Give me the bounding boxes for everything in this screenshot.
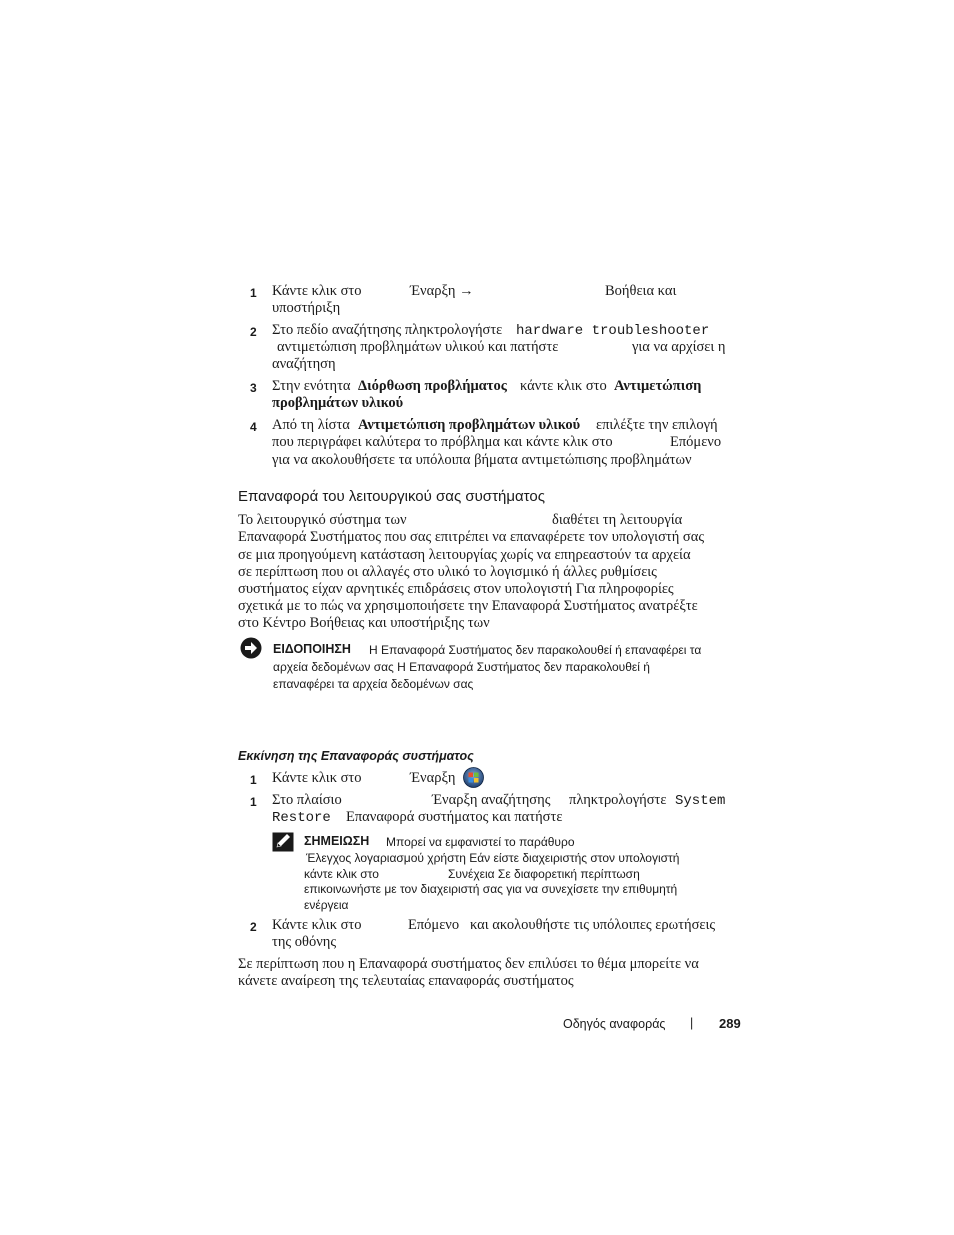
step-text: της οθόνης bbox=[272, 934, 337, 950]
note-text: Συνέχεια Σε διαφορετική περίπτωση bbox=[448, 867, 640, 881]
step-text: Έναρξη bbox=[410, 770, 456, 786]
subheading: Εκκίνηση της Επαναφοράς συστήματος bbox=[238, 749, 474, 763]
step-text: Έναρξη αναζήτησης bbox=[432, 792, 551, 808]
paragraph-line: σχετικά με το πώς να χρησιμοποιήσετε την Επαναφορά Συστήματος ανατρέξτε bbox=[238, 598, 698, 614]
step-text: Στο πλαίσιο bbox=[272, 792, 342, 808]
step-text: Βοήθεια και bbox=[605, 283, 677, 299]
note-text: Μπορεί να εμφανιστεί το παράθυρο bbox=[386, 835, 575, 849]
pencil-icon bbox=[272, 832, 294, 857]
step-text: επιλέξτε την επιλογή bbox=[596, 417, 718, 433]
windows-start-icon bbox=[463, 767, 484, 793]
notice-label: ΕΙΔΟΠΟΙΗΣΗ bbox=[273, 642, 351, 656]
step-bold-text: Αντιμετώπιση προβλημάτων υλικού bbox=[358, 417, 581, 433]
code-text: Restore bbox=[272, 810, 331, 826]
code-text: hardware troubleshooter bbox=[516, 323, 710, 339]
step-text: Κάντε κλικ στο bbox=[272, 770, 362, 786]
note-text: κάντε κλικ στο bbox=[304, 867, 379, 881]
notice-text: επαναφέρει τα αρχεία δεδομένων σας bbox=[273, 677, 474, 691]
note-text: επικοινωνήστε με τον διαχειριστή σας για να συνεχίσετε την επιθυμητή bbox=[304, 882, 678, 896]
step-text: για να ακολουθήσετε τα υπόλοιπα βήματα αντιμετώπισης προβλημάτων bbox=[272, 452, 692, 468]
paragraph-line: Το λειτουργικό σύστημα των bbox=[238, 512, 407, 528]
paragraph-line: συστήματος είχαν αρνητικές επιδράσεις στον υπολογιστή Για πληροφορίες bbox=[238, 581, 674, 597]
step-text: Επόμενο bbox=[408, 917, 460, 933]
step-text: πληκτρολογήστε bbox=[569, 792, 667, 808]
paragraph-line: κάνετε αναίρεση της τελευταίας επαναφοράς συστήματος bbox=[238, 973, 574, 989]
step-text: υποστήριξη bbox=[272, 300, 341, 316]
page-number: 289 bbox=[719, 1016, 741, 1031]
step-text: Έναρξη → bbox=[410, 283, 474, 299]
step-text: Επαναφορά συστήματος και πατήστε bbox=[346, 809, 563, 825]
step-text: Από τη λίστα bbox=[272, 417, 350, 433]
paragraph-line: στο Κέντρο Βοήθειας και υποστήριξης των bbox=[238, 615, 490, 631]
step-bold-text: Διόρθωση προβλήματος bbox=[358, 378, 507, 394]
step-number: 2 bbox=[250, 920, 257, 934]
step-bold-text: προβλημάτων υλικού bbox=[272, 395, 404, 411]
step-number: 3 bbox=[250, 381, 257, 395]
step-text: κάντε κλικ στο bbox=[520, 378, 607, 394]
notice-text: αρχεία δεδομένων σας Η Επαναφορά Συστήματος δεν παρακολουθεί ή bbox=[273, 660, 650, 674]
code-text: System bbox=[675, 793, 726, 809]
footer-separator: | bbox=[690, 1016, 694, 1030]
step-text: για να αρχίσει η bbox=[632, 339, 726, 355]
step-text: Κάντε κλικ στο bbox=[272, 283, 362, 299]
step-text: Επόμενο bbox=[670, 434, 722, 450]
notice-icon bbox=[240, 637, 262, 664]
step-number: 4 bbox=[250, 420, 257, 434]
paragraph-line: Επαναφορά Συστήματος που σας επιτρέπει να επαναφέρετε τον υπολογιστή σας bbox=[238, 529, 705, 545]
step-text: αναζήτηση bbox=[272, 356, 336, 372]
step-text: που περιγράφει καλύτερα το πρόβλημα και κάντε κλικ στο bbox=[272, 434, 613, 450]
step-text: και ακολουθήστε τις υπόλοιπες ερωτήσεις bbox=[470, 917, 716, 933]
paragraph-line: διαθέτει τη λειτουργία bbox=[552, 512, 683, 528]
step-text: Στην ενότητα bbox=[272, 378, 351, 394]
footer-title: Οδηγός αναφοράς bbox=[563, 1017, 666, 1031]
step-text: αντιμετώπιση προβλημάτων υλικού και πατήστε bbox=[277, 339, 559, 355]
section-heading: Επαναφορά του λειτουργικού σας συστήματος bbox=[238, 488, 545, 505]
step-number: 1 bbox=[250, 286, 257, 300]
paragraph-line: Σε περίπτωση που η Επαναφορά συστήματος δεν επιλύσει το θέμα μπορείτε να bbox=[238, 956, 699, 972]
step-text: Στο πεδίο αναζήτησης πληκτρολογήστε bbox=[272, 322, 503, 338]
note-text: Έλεγχος λογαριασμού χρήστη Εάν είστε διαχειριστής στον υπολογιστή bbox=[306, 851, 680, 865]
note-text: ενέργεια bbox=[304, 898, 349, 912]
notice-text: Η Επαναφορά Συστήματος δεν παρακολουθεί ή επαναφέρει τα bbox=[369, 643, 702, 657]
step-number: 1 bbox=[250, 773, 257, 787]
step-text: Κάντε κλικ στο bbox=[272, 917, 362, 933]
paragraph-line: σε περίπτωση που οι αλλαγές στο υλικό το λογισμικό ή άλλες ρυθμίσεις bbox=[238, 564, 657, 580]
note-label: ΣΗΜΕΙΩΣΗ bbox=[304, 834, 370, 848]
paragraph-line: σε μια προηγούμενη κατάσταση λειτουργίας χωρίς να επηρεαστούν τα αρχεία bbox=[238, 547, 691, 563]
step-bold-text: Αντιμετώπιση bbox=[614, 378, 702, 394]
step-number: 1 bbox=[250, 795, 257, 809]
step-number: 2 bbox=[250, 325, 257, 339]
